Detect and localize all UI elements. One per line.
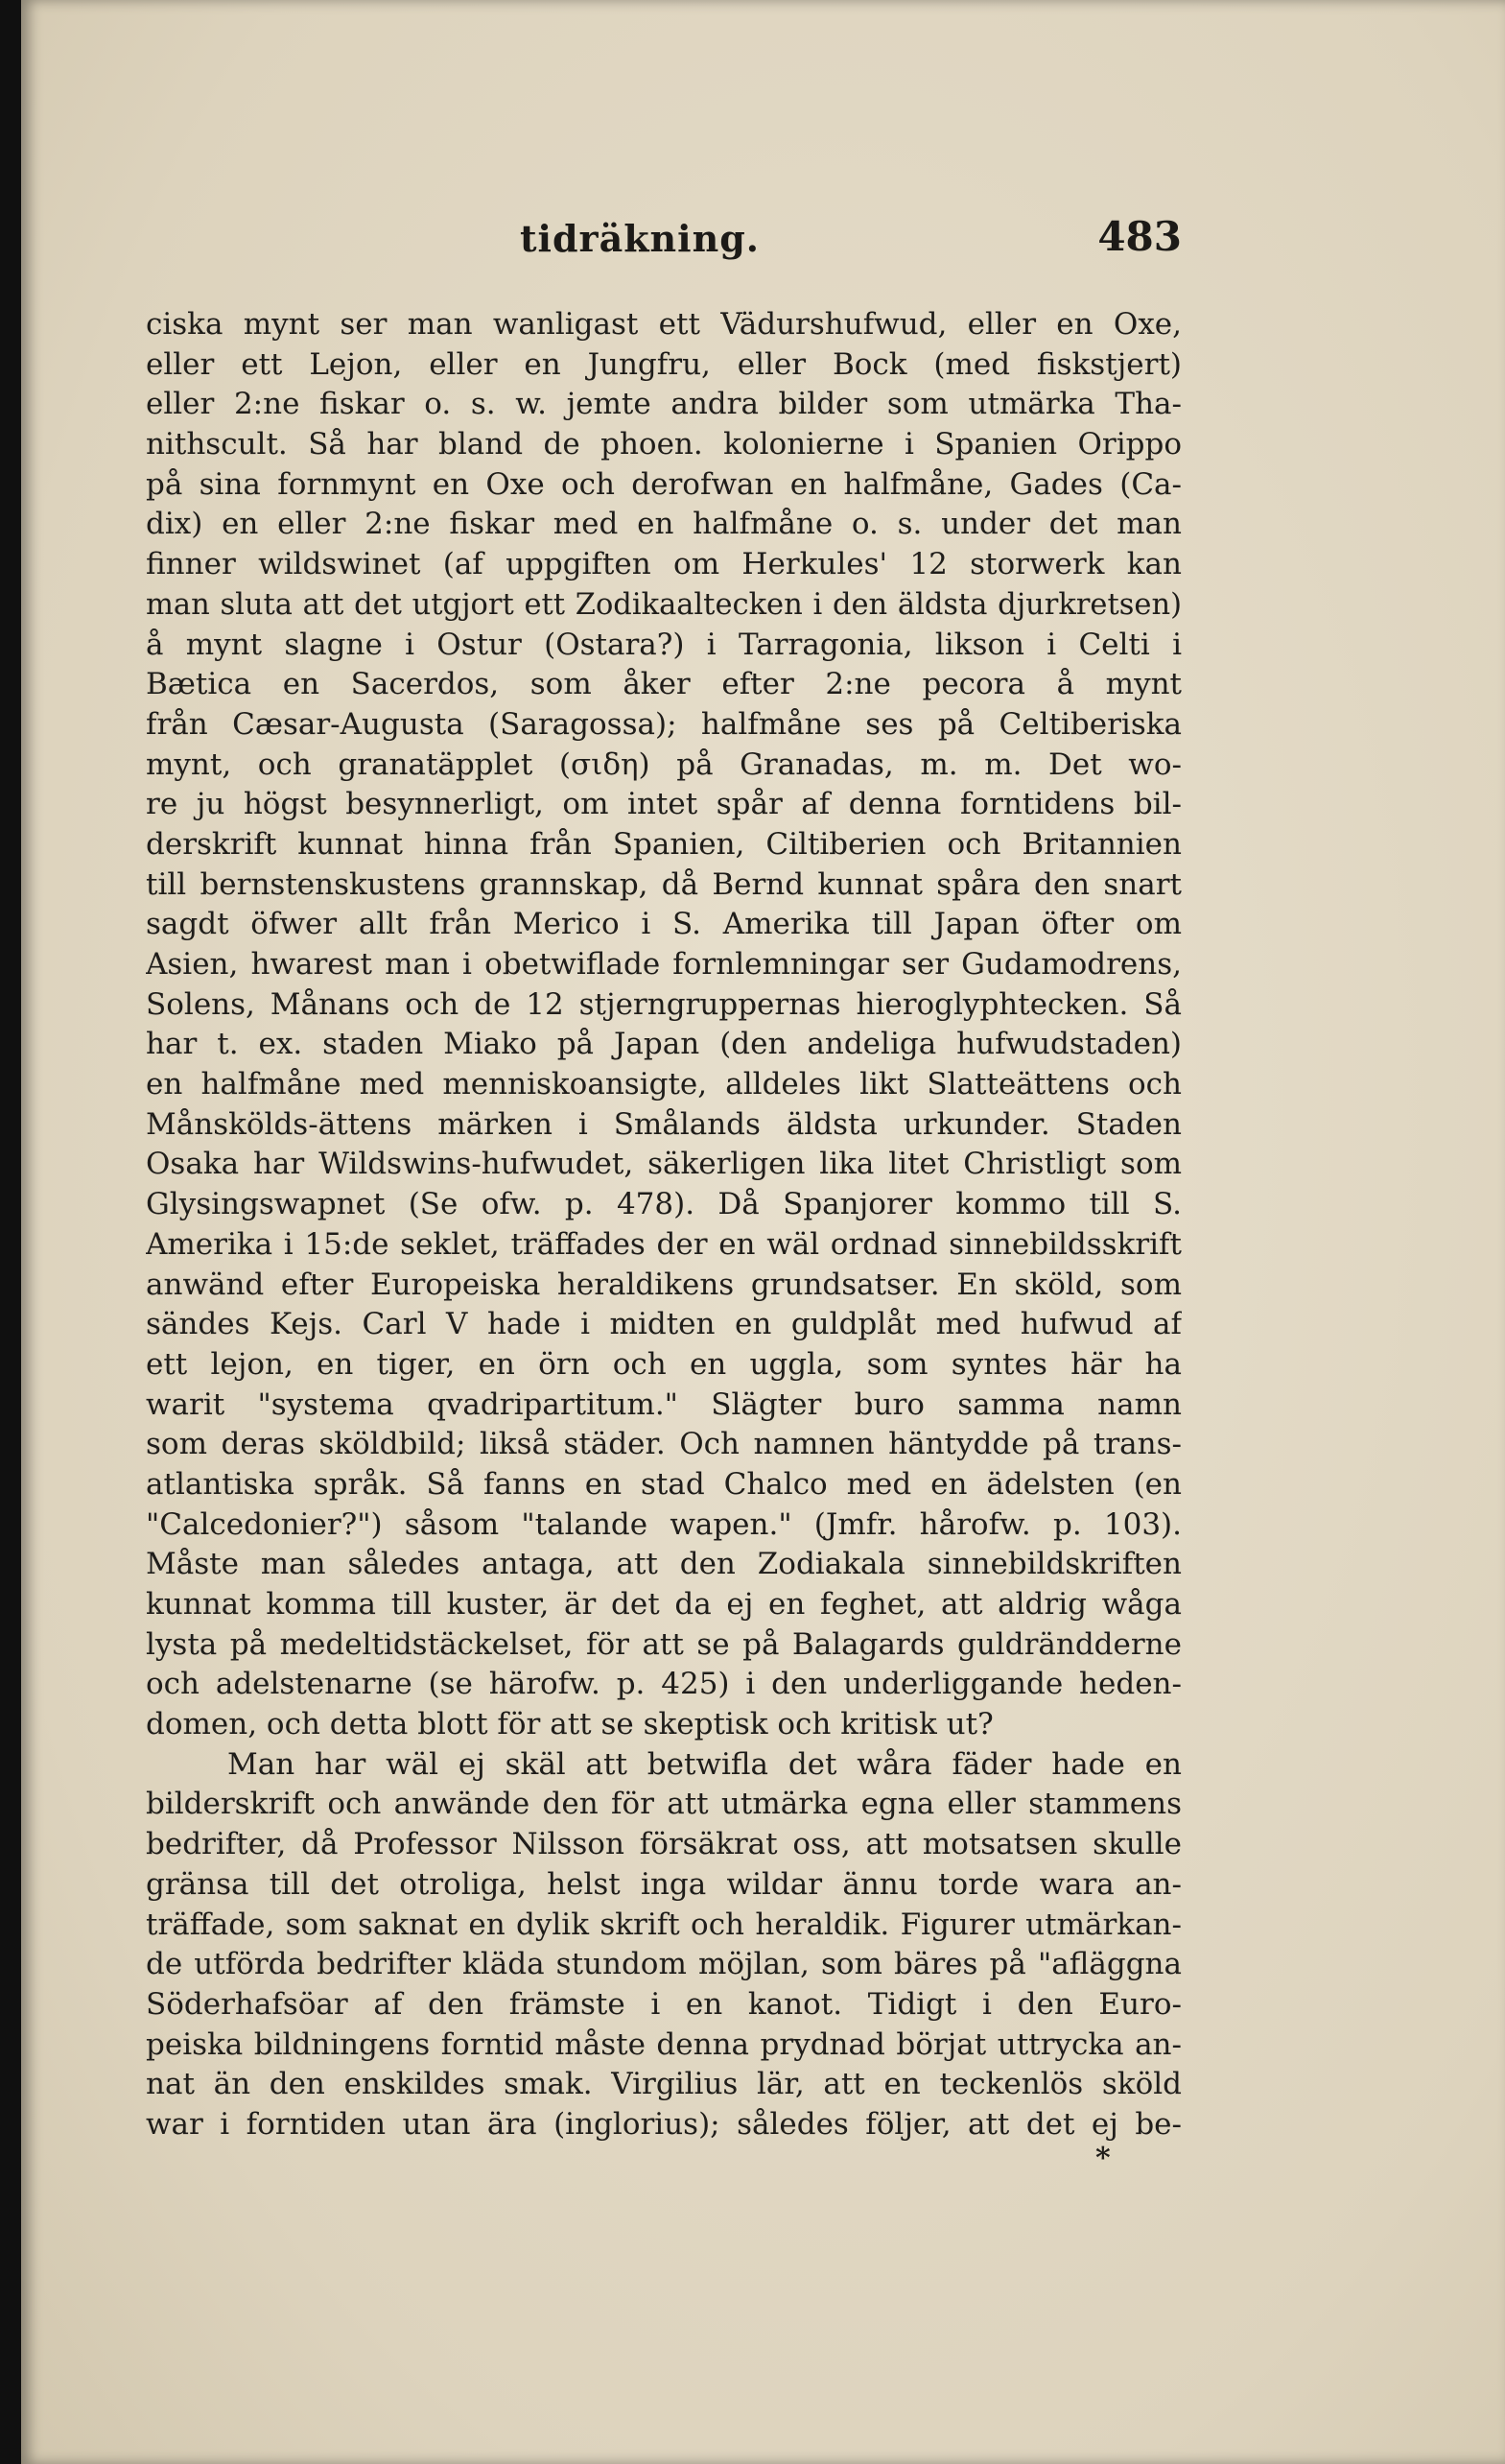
text-line: domen, och detta blott för att se skeptisk och kritisk ut? — [146, 1707, 994, 1742]
text-line: nat än den enskildes smak. Virgilius lär, att en teckenlös sköld — [146, 2067, 1182, 2102]
text-line: anwänd efter Europeiska heraldikens grundsatser. En sköld, som — [146, 1267, 1182, 1302]
text-line: dix) en eller 2:ne fiskar med en halfmåne o. s. under det man — [146, 507, 1182, 542]
text-line: sändes Kejs. Carl V hade i midten en guldplåt med hufwud af — [146, 1307, 1182, 1342]
body-text — [146, 305, 1182, 2145]
text-line: Söderhafsöar af den främste i en kanot. Tidigt i den Euro- — [146, 1986, 1182, 2022]
text-line: gränsa till det otroliga, helst inga wildar ännu torde wara an- — [146, 1866, 1182, 1902]
text-line: Månskölds-ättens märken i Smålands äldsta urkunder. Staden — [146, 1106, 1182, 1142]
text-line: Asien, hwarest man i obetwiflade fornlemningar ser Gudamodrens, — [146, 947, 1182, 982]
paragraph-first-line: Man har wäl ej skäl att betwifla det wåra fäder hade en — [227, 1746, 1182, 1782]
text-line: finner wildswinet (af uppgiften om Herkules' 12 storwerk kan — [146, 547, 1182, 582]
text-line: och adelstenarne (se härofw. p. 425) i den underliggande heden- — [146, 1667, 1182, 1702]
text-line: Bætica en Sacerdos, som åker efter 2:ne pecora å mynt — [146, 667, 1182, 702]
text-line: Amerika i 15:de seklet, träffades der en wäl ordnad sinnebildsskrift — [146, 1226, 1182, 1262]
text-line: ciska mynt ser man wanligast ett Vädurshufwud, eller en Oxe, — [146, 307, 1182, 342]
text-line: Osaka har Wildswins-hufwudet, säkerligen lika litet Christligt som — [146, 1147, 1182, 1182]
page-header — [146, 213, 1182, 265]
text-line: på sina fornmynt en Oxe och derofwan en halfmåne, Gades (Ca- — [146, 466, 1182, 502]
text-line: å mynt slagne i Ostur (Ostara?) i Tarragonia, likson i Celti i — [146, 627, 1182, 662]
text-line: eller 2:ne fiskar o. s. w. jemte andra bilder som utmärka Tha- — [146, 387, 1182, 422]
text-line: till bernstenskustens grannskap, då Bernd kunnat spåra den snart — [146, 866, 1182, 902]
text-line: lysta på medeltidstäckelset, för att se på Balagards guldrändderne — [146, 1626, 1182, 1662]
text-line: ett lejon, en tiger, en örn och en uggla, som syntes här ha — [146, 1346, 1182, 1382]
text-line: träffade, som saknat en dylik skrift och heraldik. Figurer utmärkan- — [146, 1907, 1182, 1942]
signature-mark: * — [1095, 2142, 1111, 2175]
text-line: kunnat komma till kuster, är det da ej en feghet, att aldrig wåga — [146, 1587, 1182, 1622]
text-line: eller ett Lejon, eller en Jungfru, eller Bock (med fiskstjert) — [146, 346, 1182, 382]
text-line: mynt, och granatäpplet (σιδη) på Granadas, m. m. Det wo- — [146, 746, 1182, 782]
text-line: från Cæsar-Augusta (Saragossa); halfmåne ses på Celtiberiska — [146, 706, 1182, 742]
text-line: Solens, Månans och de 12 stjerngruppernas hieroglyphtecken. Så — [146, 986, 1182, 1022]
text-line: war i forntiden utan ära (inglorius); således följer, att det ej be- — [146, 2106, 1182, 2142]
text-line: atlantiska språk. Så fanns en stad Chalco med en ädelsten (en — [146, 1466, 1182, 1502]
text-line: de utförda bedrifter kläda stundom möjlan, som bäres på "afläggna — [146, 1947, 1182, 1982]
text-line: sagdt öfwer allt från Merico i S. Amerika till Japan öfter om — [146, 907, 1182, 942]
text-line: man sluta att det utgjort ett Zodikaaltecken i den äldsta djurkretsen) — [146, 587, 1182, 622]
text-line: bedrifter, då Professor Nilsson försäkrat oss, att motsatsen skulle — [146, 1827, 1182, 1862]
text-line: Måste man således antaga, att den Zodiakala sinnebildskriften — [146, 1547, 1182, 1582]
text-line: re ju högst besynnerligt, om intet spår af denna forntidens bil- — [146, 787, 1182, 822]
book-page — [21, 0, 1505, 2464]
text-line: peiska bildningens forntid måste denna prydnad börjat uttrycka an- — [146, 2026, 1182, 2062]
text-line: warit "systema qvadripartitum." Slägter buro samma namn — [146, 1386, 1182, 1422]
text-line: Glysingswapnet (Se ofw. p. 478). Då Spanjorer kommo till S. — [146, 1187, 1182, 1222]
text-line: "Calcedonier?") såsom "talande wapen." (Jmfr. hårofw. p. 103). — [146, 1506, 1182, 1542]
text-line: som deras sköldbild; likså städer. Och namnen häntydde på trans- — [146, 1427, 1182, 1462]
text-line: har t. ex. staden Miako på Japan (den andeliga hufwudstaden) — [146, 1027, 1182, 1062]
text-line: derskrift kunnat hinna från Spanien, Ciltiberien och Britannien — [146, 826, 1182, 862]
page-number: 483 — [1097, 213, 1182, 260]
text-line: en halfmåne med menniskoansigte, alldeles likt Slatteättens och — [146, 1067, 1182, 1102]
text-line: nithscult. Så har bland de phoen. kolonierne i Spanien Orippo — [146, 427, 1182, 462]
running-head: tidräkning. — [520, 217, 761, 260]
text-line: bilderskrift och anwände den för att utmärka egna eller stammens — [146, 1787, 1182, 1822]
